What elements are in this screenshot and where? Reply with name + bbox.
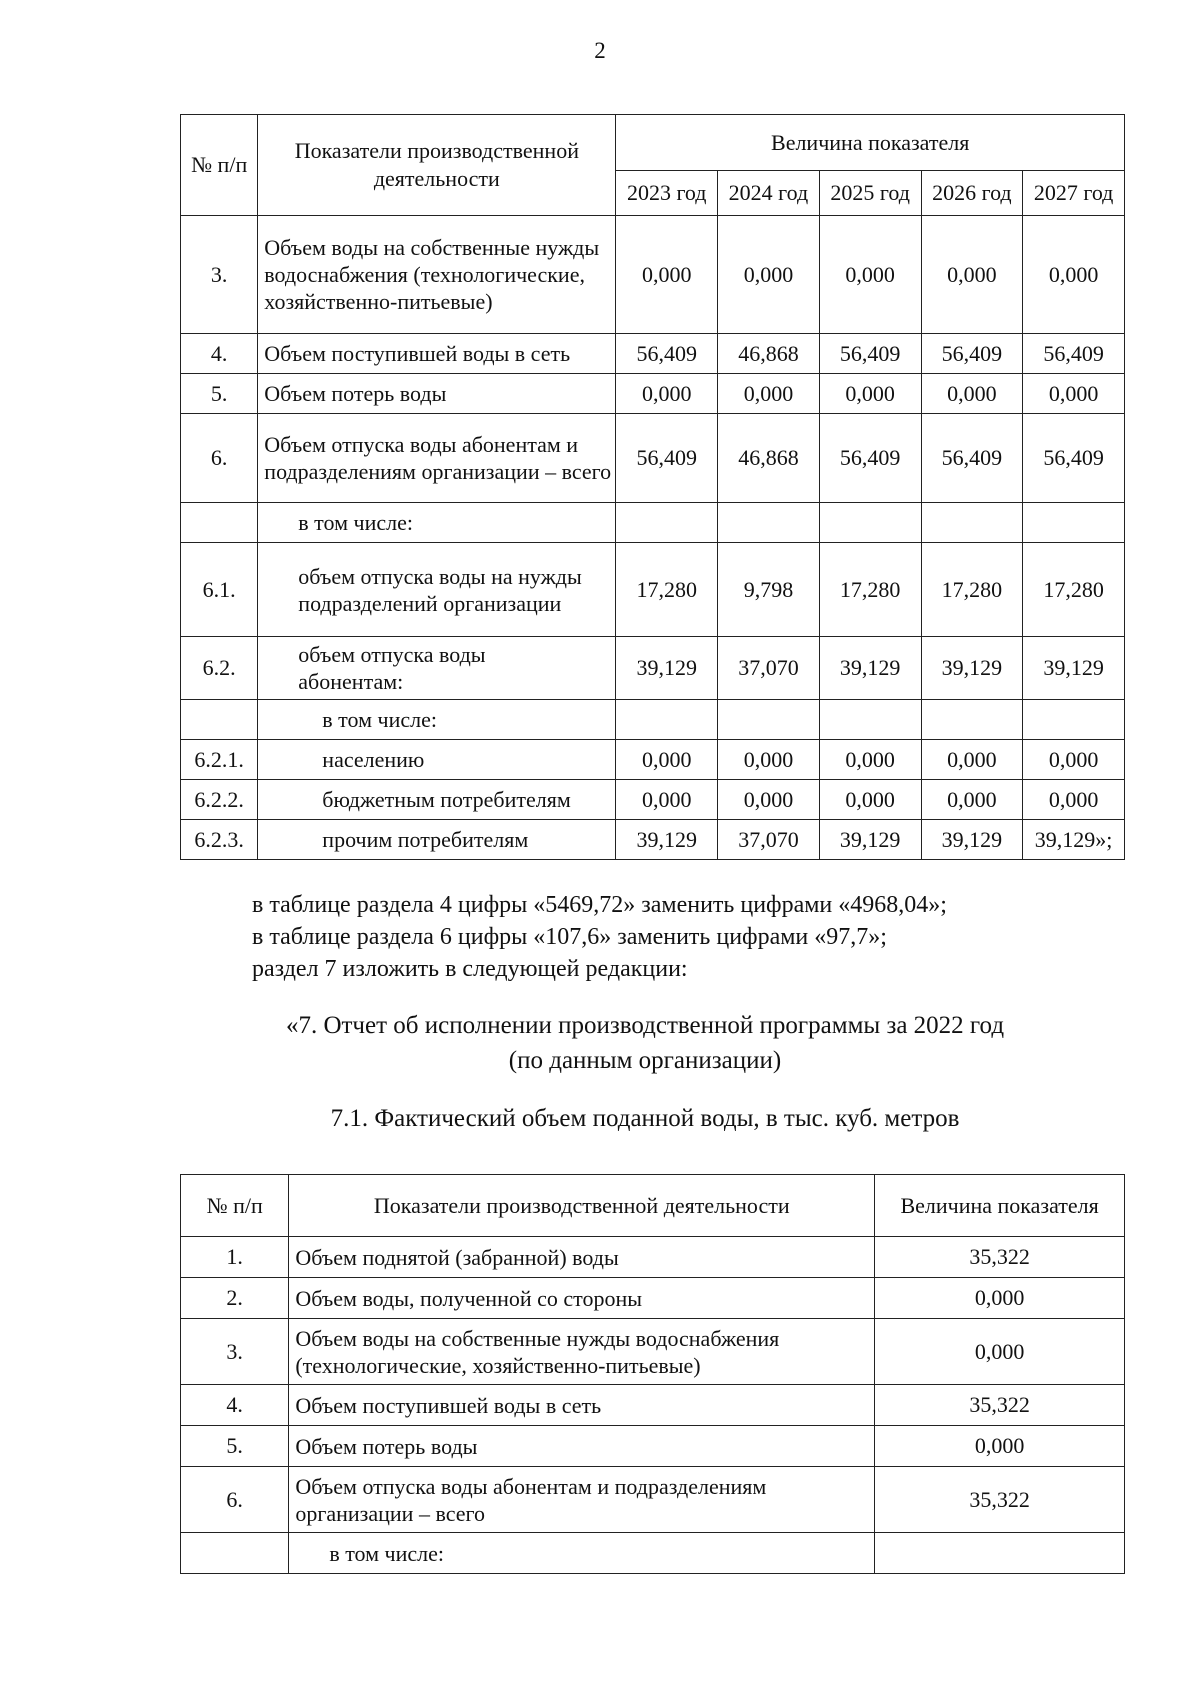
amendment-paragraph-1: в таблице раздела 4 цифры «5469,72» заменить цифрами «4968,04»; — [252, 892, 947, 918]
value-cell: 0,000 — [819, 374, 921, 414]
row-no: 6. — [181, 1467, 289, 1533]
table-row — [181, 414, 1125, 503]
value-cell — [819, 503, 921, 543]
header-value-group: Величина показателя — [616, 115, 1125, 171]
page-number: 2 — [594, 38, 606, 63]
value-cell: 0,000 — [718, 780, 820, 820]
value-cell: 56,409 — [819, 414, 921, 503]
row-no: 6.1. — [181, 543, 258, 637]
row-no — [181, 503, 258, 543]
value-cell: 39,129 — [819, 637, 921, 700]
row-name: Объем потерь воды — [289, 1426, 875, 1467]
value-cell: 0,000 — [875, 1278, 1125, 1319]
table-row — [181, 543, 1125, 637]
row-no: 2. — [181, 1278, 289, 1319]
value-cell: 56,409 — [921, 334, 1023, 374]
value-cell: 0,000 — [616, 374, 718, 414]
value-cell: 0,000 — [718, 216, 820, 334]
header-indicators: Показатели производственной деятельности — [289, 1175, 875, 1237]
table-row — [181, 1426, 1125, 1467]
table-row — [181, 740, 1125, 780]
row-name: Объем поступившей воды в сеть — [289, 1385, 875, 1426]
row-no: 3. — [181, 1319, 289, 1385]
row-no: 5. — [181, 1426, 289, 1467]
value-cell: 56,409 — [819, 334, 921, 374]
value-cell: 35,322 — [875, 1385, 1125, 1426]
row-no: 4. — [181, 1385, 289, 1426]
value-cell: 39,129 — [616, 820, 718, 860]
header-value: Величина показателя — [875, 1175, 1125, 1237]
section-7-1-subtitle: 7.1. Фактический объем поданной воды, в тыс. куб. метров — [330, 1105, 960, 1132]
table-row — [181, 637, 1125, 700]
value-cell: 37,070 — [718, 820, 820, 860]
value-cell: 9,798 — [718, 543, 820, 637]
value-cell: 0,000 — [616, 780, 718, 820]
table-row — [181, 1467, 1125, 1533]
value-cell: 39,129 — [921, 637, 1023, 700]
value-cell — [616, 700, 718, 740]
value-cell — [1023, 700, 1125, 740]
value-cell — [875, 1533, 1125, 1574]
table-row — [181, 216, 1125, 334]
value-cell: 56,409 — [1023, 334, 1125, 374]
value-cell: 46,868 — [718, 334, 820, 374]
row-name: бюджетным потребителям — [258, 780, 616, 820]
value-cell: 0,000 — [921, 216, 1023, 334]
value-cell: 0,000 — [921, 374, 1023, 414]
row-name: в том числе: — [289, 1533, 875, 1574]
value-cell: 35,322 — [875, 1237, 1125, 1278]
row-no: 6.2. — [181, 637, 258, 700]
row-name: Объем поднятой (забранной) воды — [289, 1237, 875, 1278]
value-cell: 0,000 — [875, 1319, 1125, 1385]
value-cell — [921, 700, 1023, 740]
row-no: 4. — [181, 334, 258, 374]
header-no: № п/п — [181, 115, 258, 216]
value-cell: 56,409 — [1023, 414, 1125, 503]
header-year-2024: 2024 год — [718, 171, 820, 216]
row-name: Объем отпуска воды абонентам и подразделениям организации – всего — [289, 1467, 875, 1533]
row-no — [181, 700, 258, 740]
value-cell: 46,868 — [718, 414, 820, 503]
header-indicators: Показатели производственной деятельности — [258, 115, 616, 216]
header-year-2023: 2023 год — [616, 171, 718, 216]
row-name: Объем потерь воды — [258, 374, 616, 414]
value-cell: 39,129 — [921, 820, 1023, 860]
table-row — [181, 1278, 1125, 1319]
value-cell: 17,280 — [921, 543, 1023, 637]
table-row — [181, 1319, 1125, 1385]
value-cell: 17,280 — [819, 543, 921, 637]
value-cell: 0,000 — [1023, 740, 1125, 780]
table-row — [181, 1385, 1125, 1426]
table-row — [181, 334, 1125, 374]
row-no — [181, 1533, 289, 1574]
amendment-paragraph-2: в таблице раздела 6 цифры «107,6» заменить цифрами «97,7»; — [252, 924, 887, 950]
row-name: в том числе: — [258, 503, 616, 543]
amendment-paragraph-3: раздел 7 изложить в следующей редакции: — [252, 956, 688, 982]
section-7-title-note: (по данным организации) — [508, 1047, 782, 1074]
value-cell: 39,129 — [819, 820, 921, 860]
row-name: Объем воды на собственные нужды водоснабжения (технологические, хозяйственно-питьевые) — [258, 216, 616, 334]
row-name: Объем поступившей воды в сеть — [258, 334, 616, 374]
value-cell: 17,280 — [616, 543, 718, 637]
row-no: 6.2.2. — [181, 780, 258, 820]
value-cell: 0,000 — [616, 216, 718, 334]
value-cell — [616, 503, 718, 543]
header-year-2026: 2026 год — [921, 171, 1023, 216]
value-cell: 56,409 — [616, 334, 718, 374]
value-cell: 0,000 — [819, 740, 921, 780]
row-no: 6.2.3. — [181, 820, 258, 860]
table-row — [181, 1237, 1125, 1278]
table-row — [181, 700, 1125, 740]
row-no: 6. — [181, 414, 258, 503]
value-cell: 39,129 — [616, 637, 718, 700]
row-no: 3. — [181, 216, 258, 334]
value-cell: 0,000 — [718, 740, 820, 780]
value-cell — [1023, 503, 1125, 543]
row-name: Объем воды, полученной со стороны — [289, 1278, 875, 1319]
value-cell: 0,000 — [921, 740, 1023, 780]
value-cell: 0,000 — [819, 780, 921, 820]
value-cell: 39,129»; — [1023, 820, 1125, 860]
value-cell: 0,000 — [718, 374, 820, 414]
value-cell: 0,000 — [1023, 374, 1125, 414]
value-cell: 56,409 — [921, 414, 1023, 503]
row-name: объем отпуска воды на нужды подразделений организации — [258, 543, 616, 637]
value-cell: 0,000 — [1023, 216, 1125, 334]
row-name: объем отпуска воды абонентам: — [258, 637, 616, 700]
value-cell: 0,000 — [819, 216, 921, 334]
value-cell: 0,000 — [1023, 780, 1125, 820]
value-cell: 35,322 — [875, 1467, 1125, 1533]
section-7-title: «7. Отчет об исполнении производственной программы за 2022 год — [285, 1012, 1005, 1039]
actual-water-volume-table — [180, 1174, 1125, 1574]
value-cell — [819, 700, 921, 740]
value-cell: 0,000 — [875, 1426, 1125, 1467]
table-row — [181, 374, 1125, 414]
value-cell — [921, 503, 1023, 543]
header-year-2027: 2027 год — [1023, 171, 1125, 216]
table-row — [181, 820, 1125, 860]
row-name: в том числе: — [258, 700, 616, 740]
row-name: населению — [258, 740, 616, 780]
value-cell — [718, 700, 820, 740]
row-name: Объем воды на собственные нужды водоснабжения (технологические, хозяйственно-питьевые) — [289, 1319, 875, 1385]
table-row — [181, 1533, 1125, 1574]
value-cell: 17,280 — [1023, 543, 1125, 637]
header-year-2025: 2025 год — [819, 171, 921, 216]
value-cell — [718, 503, 820, 543]
production-indicators-table — [180, 114, 1125, 860]
row-name: прочим потребителям — [258, 820, 616, 860]
row-no: 6.2.1. — [181, 740, 258, 780]
row-no: 1. — [181, 1237, 289, 1278]
table-row — [181, 780, 1125, 820]
row-name: Объем отпуска воды абонентам и подразделениям организации – всего — [258, 414, 616, 503]
header-no: № п/п — [181, 1175, 289, 1237]
value-cell: 0,000 — [921, 780, 1023, 820]
value-cell: 56,409 — [616, 414, 718, 503]
value-cell: 39,129 — [1023, 637, 1125, 700]
table-row — [181, 503, 1125, 543]
value-cell: 37,070 — [718, 637, 820, 700]
row-no: 5. — [181, 374, 258, 414]
value-cell: 0,000 — [616, 740, 718, 780]
